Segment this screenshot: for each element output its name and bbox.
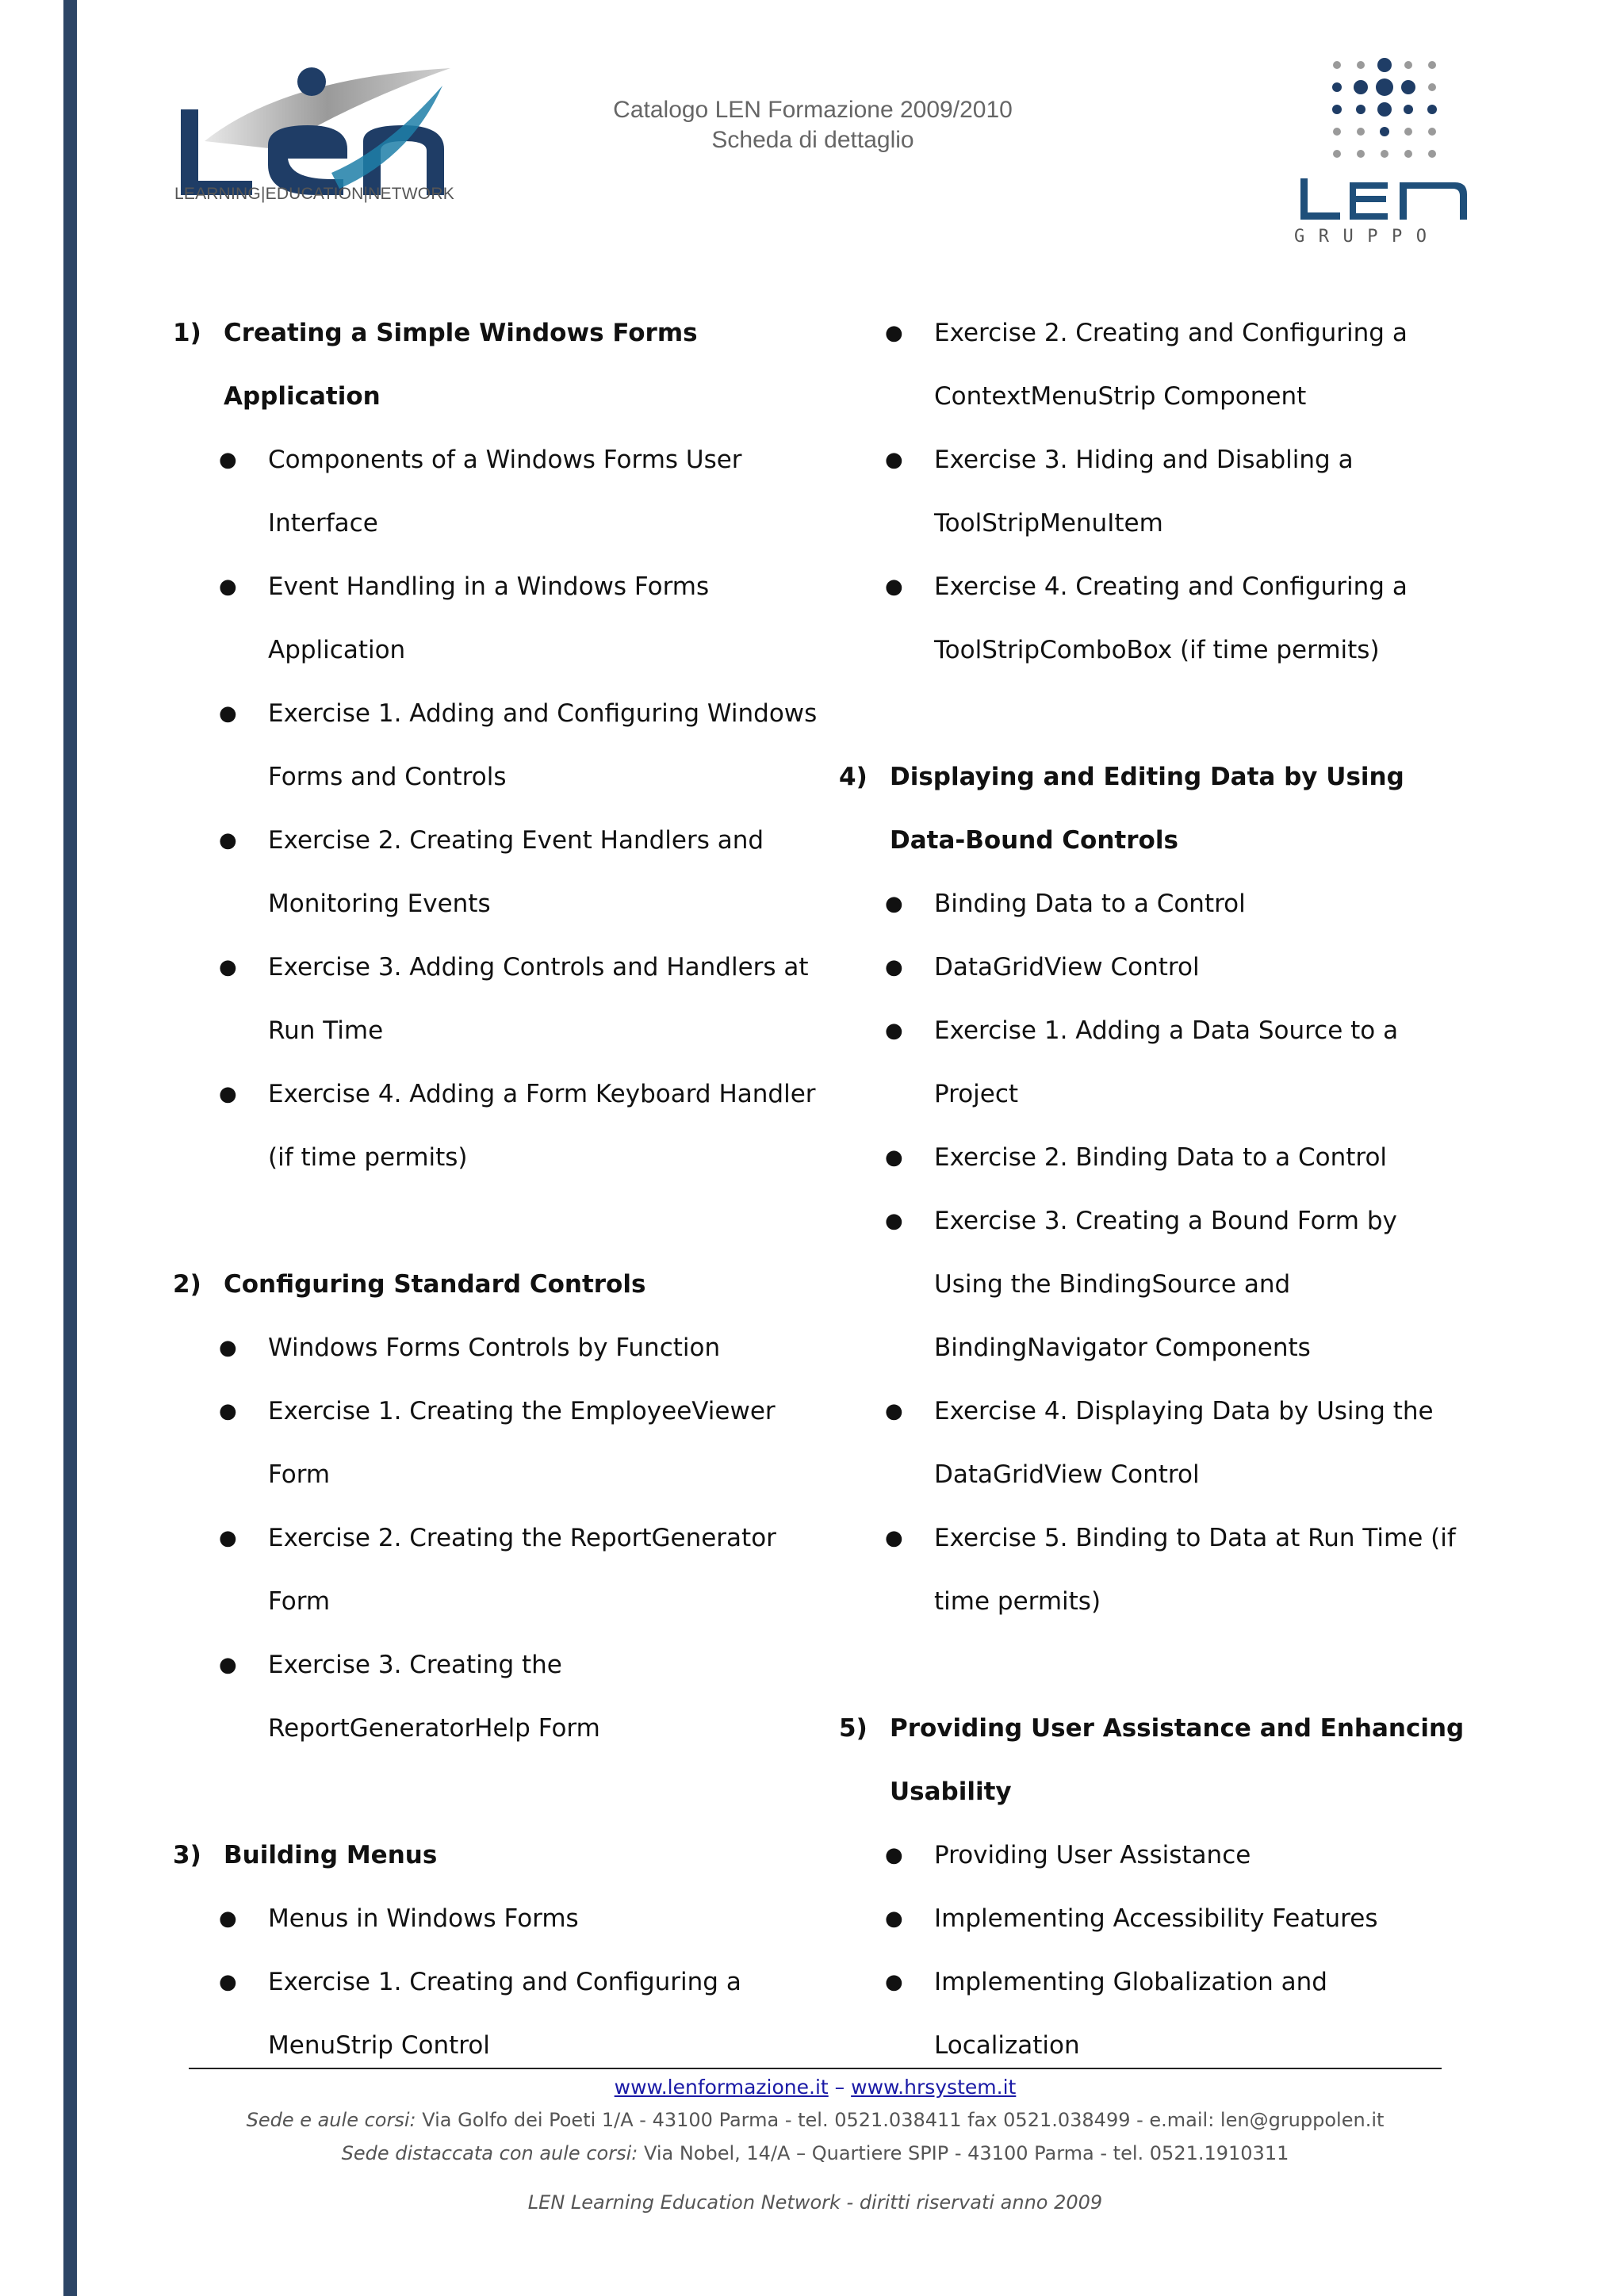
bullet-icon: ● [219,1970,237,1994]
list-item [839,999,1473,1126]
list-item-text: Exercise 3. Creating the ReportGeneratorHelp Form [268,1651,600,1743]
bullet-icon: ● [885,892,903,916]
logo-tagline: LEARNING|EDUCATION|NETWORK [174,185,454,203]
list-item [173,428,831,555]
section-number: 1) [173,319,201,347]
footer-copyright: LEN Learning Education Network - diritti riservati anno 2009 [527,2191,1103,2214]
hrsystem-link[interactable]: www.hrsystem.it [851,2076,1017,2099]
list-item [839,555,1473,682]
list-item-text: Exercise 1. Adding and Configuring Windows Forms and Controls [268,699,818,791]
logo-gruppo-text: GRUPPO [1294,227,1441,247]
list-item [839,1887,1473,1950]
right-column [839,301,1473,2077]
list-item [173,1887,831,1950]
list-item-text: Exercise 1. Creating the EmployeeViewer Form [268,1397,776,1489]
list-item-text: Exercise 1. Adding a Data Source to a Project [934,1016,1399,1108]
list-item-text: Exercise 2. Creating Event Handlers and Monitoring Events [268,826,764,918]
list-item [173,936,831,1062]
list-item [839,1950,1473,2077]
list-item-text: DataGridView Control [934,953,1200,982]
section-heading: Building Menus [224,1841,438,1869]
bullet-icon: ● [219,575,237,599]
list-item-text: Exercise 3. Hiding and Disabling a ToolStripMenuItem [934,446,1354,538]
list-item [173,809,831,936]
bullet-icon: ● [885,1209,903,1233]
bullet-icon: ● [219,1399,237,1423]
list-item-text: Components of a Windows Forms User Interface [268,446,742,538]
len-gruppo-logo [1293,48,1475,254]
footer-address-label: Sede e aule corsi: [246,2109,416,2131]
list-item-text: Exercise 3. Adding Controls and Handlers at Run Time [268,953,809,1045]
footer-address-label: Sede distaccata con aule corsi: [341,2142,638,2164]
bullet-icon: ● [219,1082,237,1106]
section-title [173,301,831,428]
list-item-text: Event Handling in a Windows Forms Application [268,572,710,664]
bullet-icon: ● [885,575,903,599]
section-title [839,1697,1473,1823]
footer-address-main [189,2109,1442,2131]
list-item-text: Menus in Windows Forms [268,1904,579,1933]
lenformazione-link[interactable]: www.lenformazione.it [614,2076,829,2099]
list-item [173,1316,831,1380]
catalog-subtitle: Scheda di dettaglio [711,127,914,153]
list-item [839,1189,1473,1380]
bullet-icon: ● [885,448,903,472]
list-item-text: Exercise 2. Creating the ReportGenerator Form [268,1524,776,1616]
list-item [173,682,831,809]
bullet-icon: ● [219,702,237,725]
list-item [173,1380,831,1506]
bullet-icon: ● [885,1526,903,1550]
section-number: 2) [173,1270,201,1299]
catalog-header [555,95,1071,155]
list-item [839,1823,1473,1887]
bullet-icon: ● [219,1653,237,1677]
bullet-icon: ● [219,1336,237,1360]
list-item [839,1380,1473,1506]
list-item [839,936,1473,999]
list-item-text: Exercise 1. Creating and Configuring a MenuStrip Control [268,1968,741,2060]
bullet-icon: ● [219,1907,237,1931]
page-left-bar [63,0,77,2296]
footer-separator: – [834,2076,845,2099]
section-heading: Configuring Standard Controls [224,1270,646,1299]
list-item-text: Binding Data to a Control [934,890,1246,918]
catalog-title: Catalogo LEN Formazione 2009/2010 [613,97,1013,123]
section-heading: Displaying and Editing Data by Using Data-Bound Controls [890,763,1404,855]
list-item [173,1950,831,2077]
list-item-text: Exercise 4. Adding a Form Keyboard Handler (if time permits) [268,1080,816,1172]
bullet-icon: ● [885,1907,903,1931]
bullet-icon: ● [219,1526,237,1550]
list-item [839,301,1473,428]
list-item [839,428,1473,555]
list-item-text: Exercise 5. Binding to Data at Run Time (if time permits) [934,1524,1456,1616]
bullet-icon: ● [219,448,237,472]
list-item [839,1506,1473,1633]
list-item-text: Providing User Assistance [934,1841,1251,1869]
bullet-icon: ● [885,1146,903,1169]
footer-divider [189,2068,1442,2069]
list-item-text: Exercise 4. Displaying Data by Using the DataGridView Control [934,1397,1434,1489]
list-item-text: Implementing Accessibility Features [934,1904,1378,1933]
list-item-text: Windows Forms Controls by Function [268,1334,721,1362]
section-number: 3) [173,1841,201,1869]
bullet-icon: ● [219,828,237,852]
list-item [173,1062,831,1189]
footer-address-text: Via Nobel, 14/A – Quartiere SPIP - 43100 Parma - tel. 0521.1910311 [638,2142,1289,2164]
list-item [839,1126,1473,1189]
left-column [173,301,831,2077]
section-title [173,1253,831,1316]
bullet-icon: ● [885,1970,903,1994]
section-title [839,745,1473,872]
list-item [173,1633,831,1760]
bullet-icon: ● [885,955,903,979]
list-item [173,1506,831,1633]
list-item [173,555,831,682]
footer-address-secondary [189,2142,1442,2164]
bullet-icon: ● [885,1019,903,1043]
list-item-text: Exercise 3. Creating a Bound Form by Using the BindingSource and BindingNavigator Components [934,1207,1397,1362]
list-item [839,872,1473,936]
list-item-text: Exercise 4. Creating and Configuring a ToolStripComboBox (if time permits) [934,572,1408,664]
bullet-icon: ● [219,955,237,979]
section-heading: Providing User Assistance and Enhancing Usability [890,1714,1465,1806]
list-item-text: Exercise 2. Creating and Configuring a ContextMenuStrip Component [934,319,1408,411]
section-heading: Creating a Simple Windows Forms Application [224,319,698,411]
section-title [173,1823,831,1887]
section-number: 5) [839,1714,868,1743]
footer-address-text: Via Golfo dei Poeti 1/A - 43100 Parma - tel. 0521.038411 fax 0521.038499 - e.mail: len@gruppolen.it [416,2109,1385,2131]
bullet-icon: ● [885,321,903,345]
footer-links [189,2076,1442,2099]
list-item-text: Exercise 2. Binding Data to a Control [934,1143,1388,1172]
section-number: 4) [839,763,868,791]
bullet-icon: ● [885,1399,903,1423]
bullet-icon: ● [885,1843,903,1867]
list-item-text: Implementing Globalization and Localization [934,1968,1327,2060]
